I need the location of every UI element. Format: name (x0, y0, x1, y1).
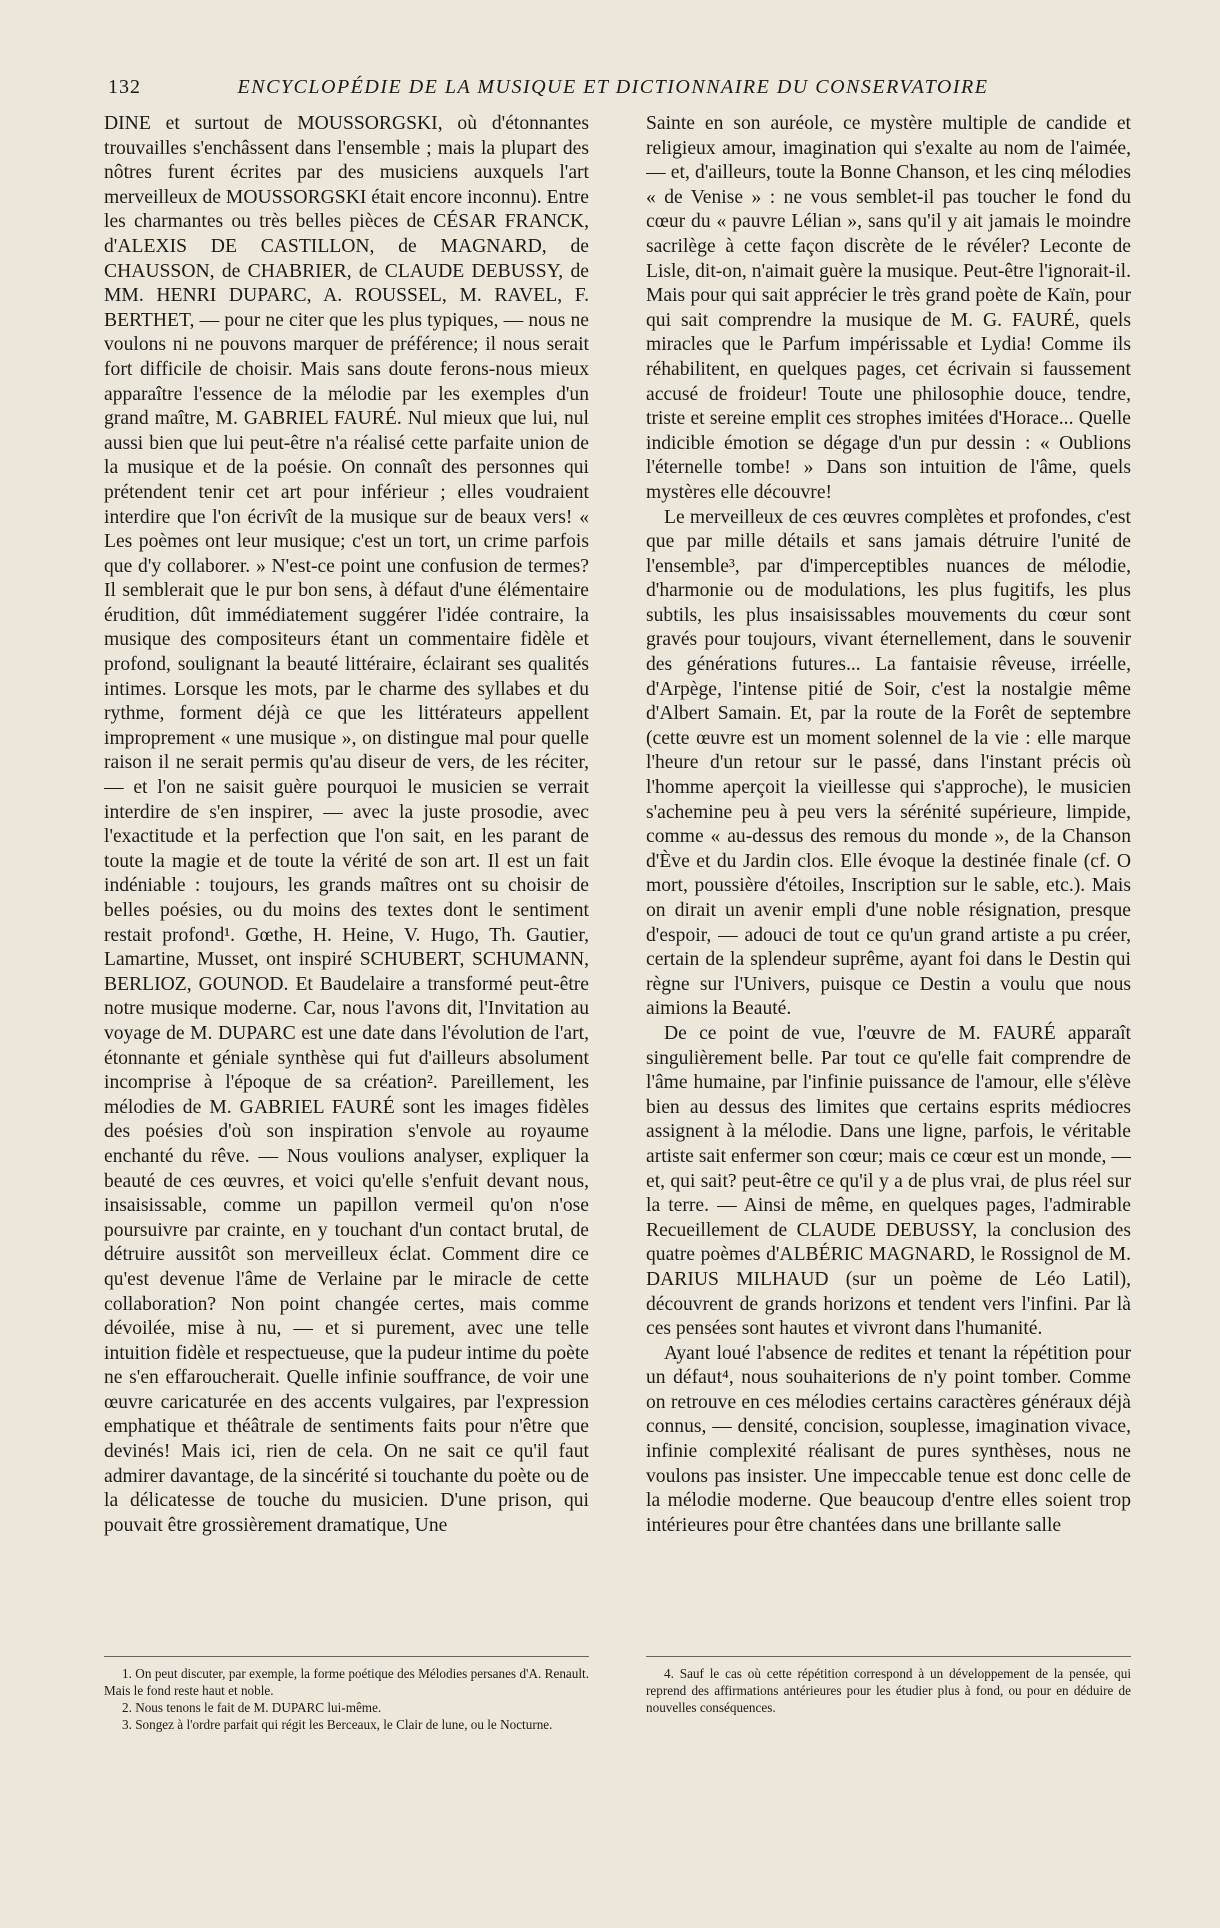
paragraph: DINE et surtout de MOUSSORGSKI, où d'étonnantes trouvailles s'enchâssent dans l'ensemble ; mais la plupart des nôtres furent écrites par des musiciens auxquels l'art merveilleux de MOUSSORGSKI était encore inconnu). Entre les charmantes ou très belles pièces de CÉSAR FRANCK, d'ALEXIS DE CASTILLON, de MAGNARD, de CHAUSSON, de CHABRIER, de CLAUDE DEBUSSY, de MM. HENRI DUPARC, A. ROUSSEL, M. RAVEL, F. BERTHET, — pour ne citer que les plus typiques, — nous ne voulons ni ne pouvons marquer de préférence; il nous serait fort difficile de choisir. Mais sans doute ferons-nous mieux apparaître l'essence de la mélodie par les exemples d'un grand maître, M. GABRIEL FAURÉ. Nul mieux que lui, nul aussi bien que lui peut-être n'a réalisé cette parfaite union de la musique et de la poésie. On connaît des personnes qui prétendent tenir cet art pour inférieur ; elles voudraient interdire que l'on écrivît de la musique sur de beaux vers! « Les poèmes ont leur musique; c'est un tort, un crime parfois que d'y collaborer. » N'est-ce point une confusion de termes? Il semblerait que le pur bon sens, à défaut d'une élémentaire érudition, dût immédiatement suggérer l'idée contraire, la musique des compositeurs étant un commentaire fidèle et profond, soulignant la beauté littéraire, éclairant ses qualités intimes. Lorsque les mots, par le charme des syllabes et du rythme, forment déjà ce que les littérateurs appellent improprement « une musique », on distingue mal pour quelle raison il ne serait permis qu'au diseur de vers, de les réciter, — et l'on ne saisit guère pourquoi le musicien se verrait interdire de s'en inspirer, — avec la juste prosodie, avec l'exactitude et la perfection que l'on sait, en les parant de toute la magie et de toute la vérité de son art. Il est un fait indéniable : toujours, les grands maîtres ont su choisir de belles poésies, ou du moins des textes dont le sentiment restait profond¹. Gœthe, H. Heine, V. Hugo, Th. Gautier, Lamartine, Musset, ont inspiré SCHUBERT, SCHUMANN, BERLIOZ, GOUNOD. Et Baudelaire a transformé peut-être notre musique moderne. Car, nous l'avons dit, l'Invitation au voyage de M. DUPARC est une date dans l'évolution de l'art, étonnante et géniale synthèse qui fut d'ailleurs absolument incomprise à l'époque de sa création². Pareillement, les mélodies de M. GABRIEL FAURÉ sont les images fidèles des poésies d'où son inspiration s'envole au royaume enchanté du rêve. — Nous voulions analyser, expliquer la beauté de ces œuvres, et voici qu'elle s'enfuit devant nous, insaisissable, comme un papillon vermeil qu'on n'ose poursuivre par crainte, en y touchant d'un contact brutal, de détruire aussitôt son merveilleux éclat. Comment dire ce qu'est devenue l'âme de Verlaine par le miracle de cette collaboration? Non point changée certes, mais comme dévoilée, mise à nu, — et si purement, avec une telle intuition fidèle et respectueuse, que la pudeur intime du poète ne s'en effaroucherait. Quelle infinie souffrance, de voir une œuvre caricaturée en des accents vulgaires, par l'expression emphatique et théâtrale de sentiments faits pour n'être que devinés! Mais ici, rien de cela. On ne sait ce qu'il faut admirer davantage, de la sincérité si touchante du poète ou de la délicatesse de touche du musicien. D'une prison, qui pouvait être grossièrement dramatique, Une (104, 113, 589, 1536)
right-column-body (646, 112, 1131, 1650)
paragraph: Sainte en son auréole, ce mystère multiple de candide et religieux amour, imagination qui s'exalte au nom de l'aimée, — et, d'ailleurs, toute la Bonne Chanson, et les cinq mélodies « de Venise » : ne vous semblet-il pas toucher le fond du cœur du « pauvre Lélian », sans qu'il y ait jamais le moindre sacrilège à cette façon discrète de le révéler? Leconte de Lisle, dit-on, n'aimait guère la musique. Peut-être l'ignorait-il. Mais pour qui sait apprécier le très grand poète de Kaïn, pour qui sait comprendre la musique de M. G. FAURÉ, quels miracles que le Parfum impérissable et Lydia! Comme ils réhabilitent, en quelques pages, cet écrivain si faussement accusé de froideur! Toute une philosophie douce, tendre, triste et sereine emplit ces strophes imitées d'Horace... Quelle indicible émotion se dégage d'un pur dessin : « Oublions l'éternelle tombe! » Dans son intuition de l'âme, quels mystères elle découvre! (646, 113, 1131, 503)
left-column-body (104, 112, 589, 1650)
page-number: 132 (108, 76, 141, 98)
running-title: ENCYCLOPÉDIE DE LA MUSIQUE ET DICTIONNAIRE DU CONSERVATOIRE (237, 76, 989, 98)
footnote: 1. On peut discuter, par exemple, la forme poétique des Mélodies persanes d'A. Renault. Mais le fond reste haut et noble. (104, 1666, 589, 1698)
footnote: 2. Nous tenons le fait de M. DUPARC lui-même. (122, 1700, 382, 1715)
paragraph: De ce point de vue, l'œuvre de M. FAURÉ apparaît singulièrement belle. Par tout ce qu'elle fait comprendre de l'âme humaine, par l'infinie puissance de l'amour, elle s'élève bien au dessus des limites que certains esprits médiocres assignent à la mélodie. Dans une ligne, parfois, le véritable artiste sait enfermer son cœur; mais ce cœur est un monde, — et, qui sait? peut-être ce qu'il y a de plus vrai, de plus réel sur la terre. — Ainsi de même, en quelques pages, l'admirable Recueillement de CLAUDE DEBUSSY, la conclusion des quatre poèmes d'ALBÉRIC MAGNARD, le Rossignol de M. DARIUS MILHAUD (sur un poème de Léo Latil), découvrent de grands horizons et tendent vers l'infini. Par là ces pensées sont hautes et vivront dans l'humanité. (646, 1022, 1131, 1340)
paragraph: Ayant loué l'absence de redites et tenant la répétition pour un défaut⁴, nous souhaiterions de n'y point tomber. Comme on retrouve en ces mélodies certains caractères généraux déjà connus, — densité, concision, souplesse, imagination vivace, infinie complexité réalisant de pures synthèses, nous ne voulons pas insister. Une impeccable tenue est donc celle de la mélodie moderne. Que beaucoup d'entre elles soient trop intérieures pour être chantées dans une brillante salle (646, 1342, 1131, 1536)
left-footnotes (104, 1656, 589, 1733)
footnote: 3. Songez à l'ordre parfait qui régit les Berceaux, le Clair de lune, ou le Nocturne. (122, 1717, 553, 1732)
left-column (104, 112, 589, 1733)
page-header (108, 76, 1038, 102)
footnote: 4. Sauf le cas où cette répétition correspond à un développement de la pensée, qui reprend des affirmations antérieures pour les étudier plus à fond, ou pour en déduire de nouvelles conséquences. (646, 1666, 1131, 1715)
right-column (646, 112, 1131, 1716)
paragraph: Le merveilleux de ces œuvres complètes et profondes, c'est que par mille détails et sans jamais détruire l'unité de l'ensemble³, par d'imperceptibles nuances de mélodie, d'harmonie ou de modulations, les plus fugitifs, les plus subtils, les plus insaisissables mouvements du cœur sont gravés pour toujours, vivant éternellement, dans le souvenir des générations futures... La fantaisie rêveuse, irréelle, d'Arpège, l'intense pitié de Soir, c'est la nostalgie même d'Albert Samain. Et, par la route de la Forêt de septembre (cette œuvre est un moment solennel de la vie : elle marque l'heure d'un retour sur le passé, dans l'instant précis où l'homme aperçoit la vieillesse qui s'approche), le musicien s'achemine peu à peu vers la sérénité supérieure, limpide, comme « au-dessus des remous du monde », de la Chanson d'Ève et du Jardin clos. Elle évoque la destinée finale (cf. O mort, poussière d'étoiles, Inscription sur le sable, etc.). Mais on dirait un avenir empli d'une noble résignation, presque d'espoir, — adouci de tout ce qu'un grand artiste a pu créer, certain de la splendeur suprême, ayant foi dans le Destin qui règne sur l'Univers, puisque ce Destin a voulu que nous aimions la Beauté. (646, 506, 1131, 1020)
right-footnotes (646, 1656, 1131, 1716)
